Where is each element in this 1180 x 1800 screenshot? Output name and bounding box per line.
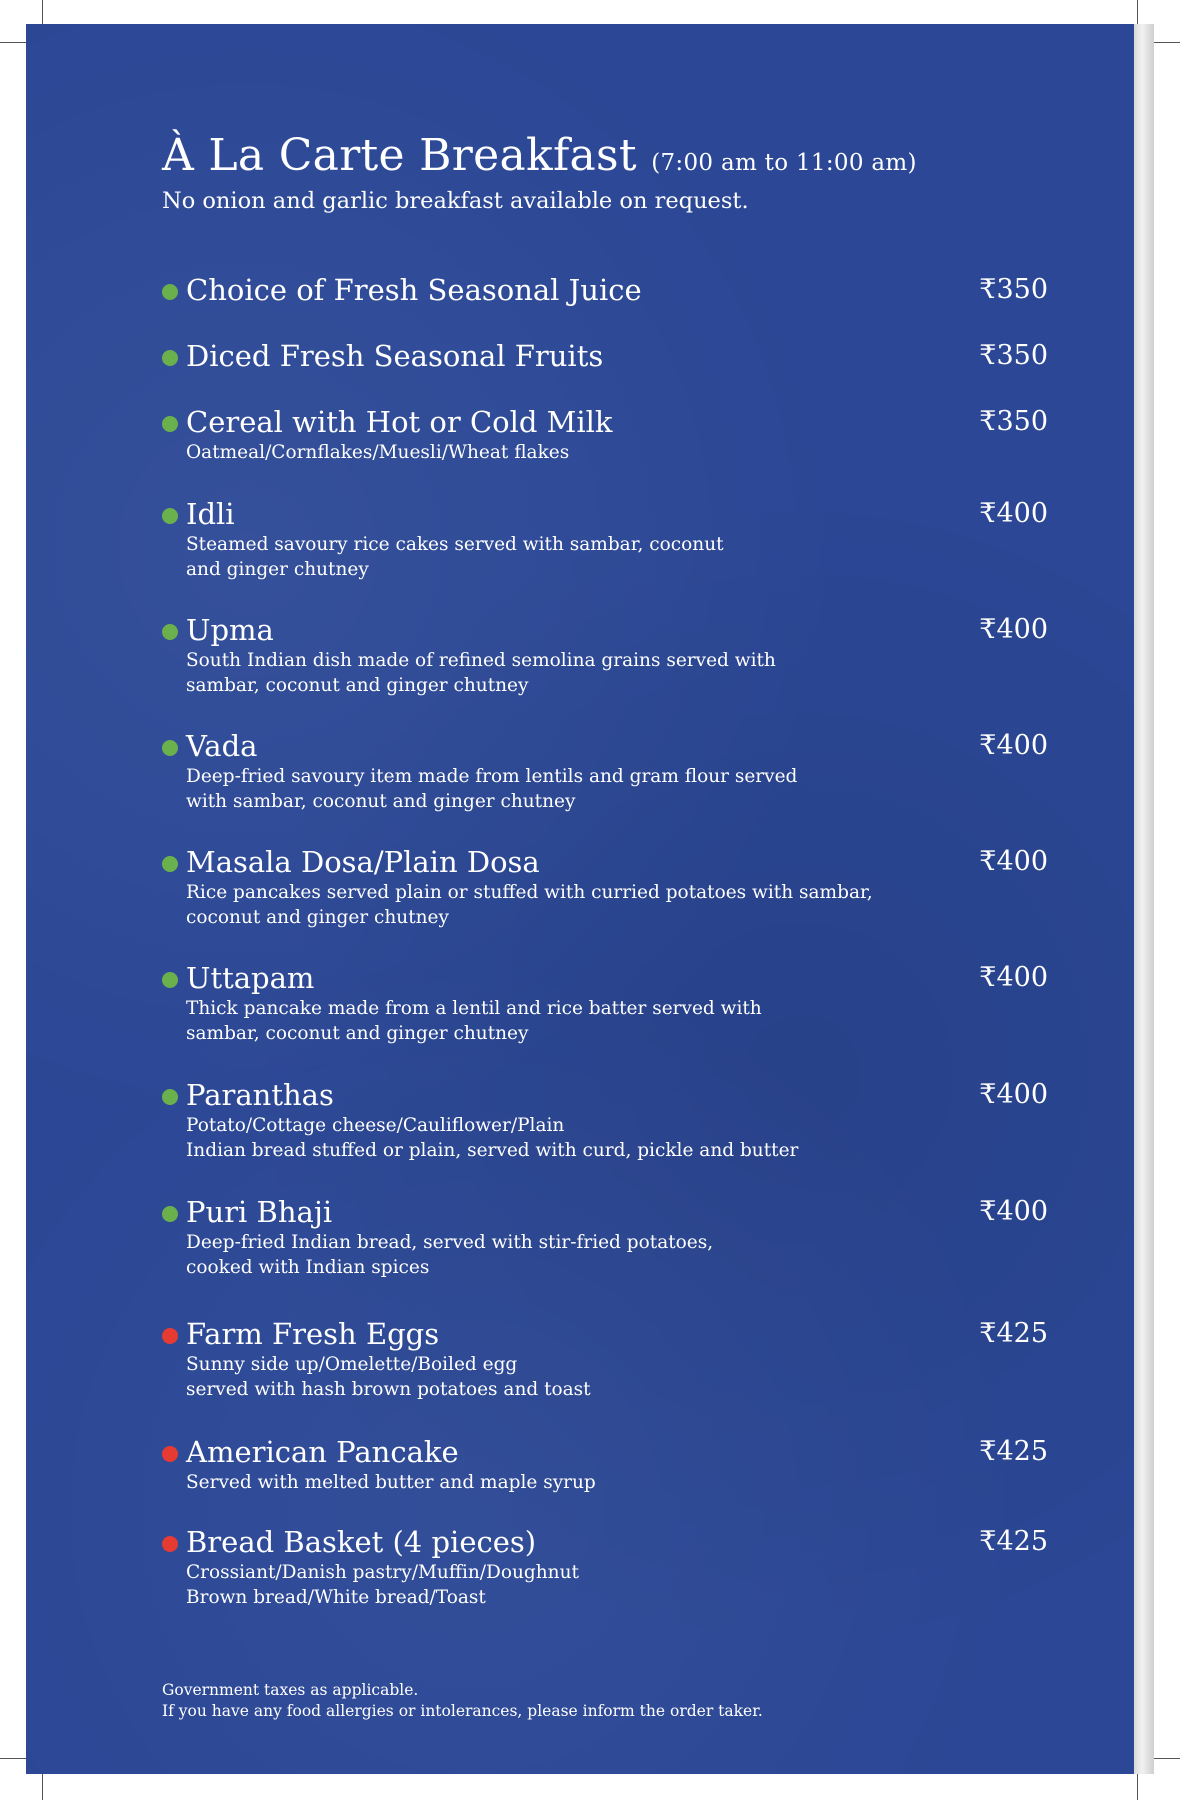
menu-item-price: ₹400 <box>979 1079 1048 1110</box>
menu-item-price: ₹400 <box>979 730 1048 761</box>
veg-marker-icon <box>162 856 178 872</box>
menu-item-name: Diced Fresh Seasonal Fruits <box>186 339 604 373</box>
menu-item-price: ₹400 <box>979 962 1048 993</box>
menu-title-text: À La Carte Breakfast <box>162 130 637 181</box>
veg-marker-icon <box>162 416 178 432</box>
menu-item-price: ₹400 <box>979 1196 1048 1227</box>
menu-item-description <box>186 440 906 465</box>
menu-item-name: Puri Bhaji <box>186 1195 333 1229</box>
menu-item-description-line: Deep-fried savoury item made from lentils and gram flour served <box>186 765 798 787</box>
menu-item <box>162 613 1048 698</box>
veg-marker-icon <box>162 740 178 756</box>
menu-item-description-line: sambar, coconut and ginger chutney <box>186 674 529 696</box>
menu-subtitle: No onion and garlic breakfast available on request. <box>162 188 749 215</box>
menu-header <box>162 132 917 214</box>
menu-item <box>162 1078 1048 1163</box>
menu-item-description-line: sambar, coconut and ginger chutney <box>186 1022 529 1044</box>
menu-item-description <box>186 1113 906 1163</box>
menu-item-name: Cereal with Hot or Cold Milk <box>186 405 613 439</box>
menu-item-description-line: served with hash brown potatoes and toast <box>186 1378 591 1400</box>
menu-item <box>162 1195 1048 1280</box>
menu-item <box>162 405 1048 465</box>
footer-line: Government taxes as applicable. <box>162 1681 419 1699</box>
menu-title <box>162 132 917 180</box>
menu-item-description-line: Potato/Cottage cheese/Cauliflower/Plain <box>186 1114 565 1136</box>
menu-item <box>162 845 1048 930</box>
menu-item <box>162 339 1048 374</box>
menu-item-description-line: Indian bread stuffed or plain, served with curd, pickle and butter <box>186 1139 799 1161</box>
menu-item-description <box>186 648 906 698</box>
menu-item-price: ₹400 <box>979 846 1048 877</box>
menu-item-description-line: Brown bread/White bread/Toast <box>186 1586 486 1608</box>
menu-item-name: Masala Dosa/Plain Dosa <box>186 845 540 879</box>
menu-item-description <box>186 1560 906 1610</box>
veg-marker-icon <box>162 1089 178 1105</box>
menu-item-name: Choice of Fresh Seasonal Juice <box>186 273 642 307</box>
page-edge <box>1134 24 1154 1774</box>
menu-item <box>162 1317 1048 1402</box>
menu-page <box>26 24 1134 1774</box>
menu-item-name: Farm Fresh Eggs <box>186 1317 440 1351</box>
veg-marker-icon <box>162 1206 178 1222</box>
menu-item-description-line: and ginger chutney <box>186 558 369 580</box>
menu-item-price: ₹425 <box>979 1436 1048 1467</box>
menu-item <box>162 729 1048 814</box>
menu-item-name: Upma <box>186 613 274 647</box>
menu-item-description-line: South Indian dish made of refined semolina grains served with <box>186 649 776 671</box>
veg-marker-icon <box>162 508 178 524</box>
menu-item-price: ₹350 <box>979 274 1048 305</box>
menu-item-name: Vada <box>186 729 258 763</box>
menu-item-description-line: Served with melted butter and maple syrup <box>186 1471 596 1493</box>
menu-item-description-line: coconut and ginger chutney <box>186 906 449 928</box>
menu-item-price: ₹425 <box>979 1318 1048 1349</box>
menu-item-description-line: Crossiant/Danish pastry/Muffin/Doughnut <box>186 1561 579 1583</box>
menu-item-description <box>186 532 906 582</box>
menu-item-price: ₹400 <box>979 498 1048 529</box>
menu-item-name: American Pancake <box>186 1435 459 1469</box>
menu-item-description <box>186 996 906 1046</box>
menu-item-description <box>186 1352 906 1402</box>
veg-marker-icon <box>162 972 178 988</box>
veg-marker-icon <box>162 624 178 640</box>
menu-item-description-line: Rice pancakes served plain or stuffed with curried potatoes with sambar, <box>186 881 873 903</box>
menu-item-description-line: Thick pancake made from a lentil and rice batter served with <box>186 997 762 1019</box>
menu-item-description <box>186 764 906 814</box>
menu-item-description <box>186 880 906 930</box>
menu-item-name: Paranthas <box>186 1078 334 1112</box>
nonveg-marker-icon <box>162 1446 178 1462</box>
menu-hours: (7:00 am to 11:00 am) <box>651 150 917 176</box>
menu-item <box>162 497 1048 582</box>
menu-item <box>162 273 1048 308</box>
menu-item-price: ₹350 <box>979 406 1048 437</box>
menu-item-description-line: with sambar, coconut and ginger chutney <box>186 790 576 812</box>
menu-item <box>162 961 1048 1046</box>
nonveg-marker-icon <box>162 1328 178 1344</box>
veg-marker-icon <box>162 350 178 366</box>
menu-item-description-line: Deep-fried Indian bread, served with stir-fried potatoes, <box>186 1231 714 1253</box>
menu-item-name: Idli <box>186 497 235 531</box>
menu-footer <box>162 1680 763 1722</box>
menu-item-description <box>186 1470 906 1495</box>
menu-item-price: ₹400 <box>979 614 1048 645</box>
menu-item-description-line: Sunny side up/Omelette/Boiled egg <box>186 1353 518 1375</box>
menu-item-description-line: Steamed savoury rice cakes served with sambar, coconut <box>186 533 724 555</box>
menu-item-description-line: cooked with Indian spices <box>186 1256 430 1278</box>
menu-item <box>162 1435 1048 1495</box>
footer-line: If you have any food allergies or intolerances, please inform the order taker. <box>162 1702 763 1720</box>
menu-item-name: Bread Basket (4 pieces) <box>186 1525 537 1559</box>
menu-item-price: ₹425 <box>979 1526 1048 1557</box>
menu-item-name: Uttapam <box>186 961 315 995</box>
menu-item-description-line: Oatmeal/Cornflakes/Muesli/Wheat flakes <box>186 441 570 463</box>
nonveg-marker-icon <box>162 1536 178 1552</box>
menu-item <box>162 1525 1048 1610</box>
veg-marker-icon <box>162 284 178 300</box>
menu-item-price: ₹350 <box>979 340 1048 371</box>
menu-item-description <box>186 1230 906 1280</box>
